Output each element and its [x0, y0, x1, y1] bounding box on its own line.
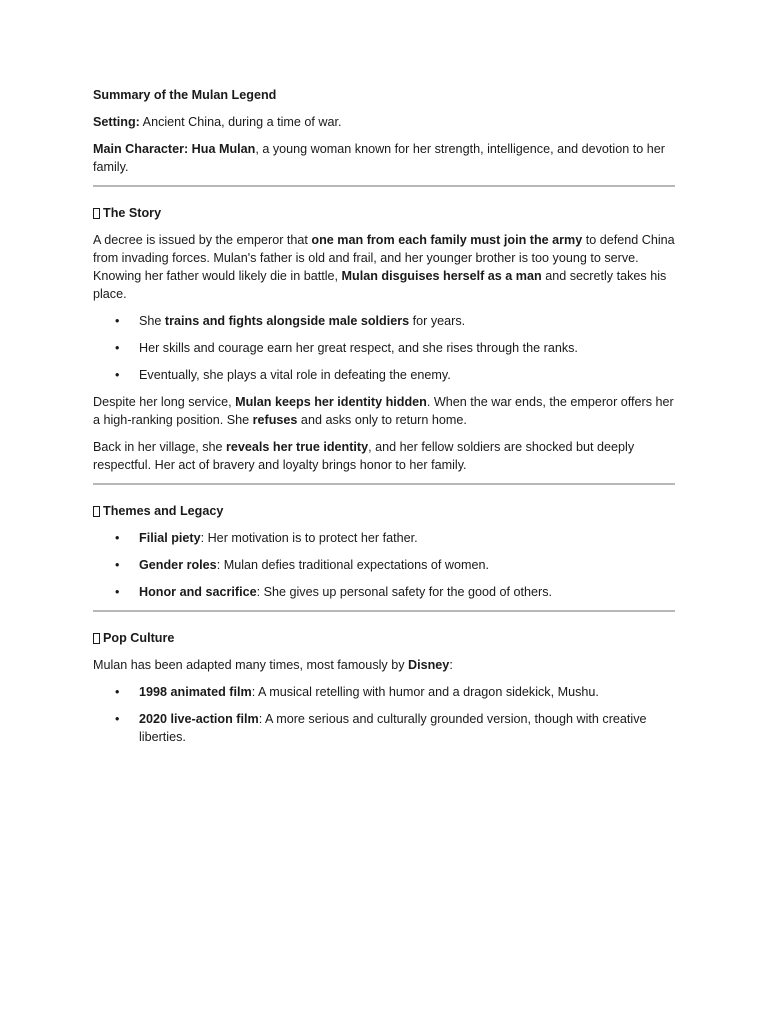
bold-run: Disney	[408, 658, 450, 672]
bold-run: Honor and sacrifice	[139, 585, 257, 599]
text-run: to defend China from invading forces. Mulan's father is old and frail, and her younger brother is too young to serve. Knowing her father would likely die in battle,	[93, 233, 675, 283]
bold-run: 2020 live-action film	[139, 712, 259, 726]
bold-run: Filial piety	[139, 531, 201, 545]
text-run: and asks only to return home.	[297, 413, 467, 427]
text-run: Eventually, she plays a vital role in defeating the enemy.	[139, 368, 451, 382]
text-run: Despite her long service,	[93, 395, 236, 409]
section-heading-text: Themes and Legacy	[103, 504, 224, 518]
missing-glyph-icon	[93, 633, 100, 644]
themes-bullet-list	[93, 529, 675, 601]
section-heading-text: Pop Culture	[103, 631, 175, 645]
text-run: :	[449, 658, 453, 672]
text-run: for years.	[409, 314, 466, 328]
text-run: A decree is issued by the emperor that	[93, 233, 312, 247]
bold-run: Mulan keeps her identity hidden	[235, 395, 427, 409]
story-paragraph-3	[93, 438, 675, 474]
bold-run: one man from each family must join the army	[311, 233, 583, 247]
pop-intro-paragraph	[93, 656, 675, 674]
divider	[93, 483, 675, 485]
list-item	[93, 312, 675, 330]
text-run: and secretly takes his place.	[93, 269, 667, 301]
text-run: : Her motivation is to protect her father.	[200, 531, 418, 545]
list-item	[93, 583, 675, 601]
bold-run: trains and fights alongside male soldiers	[164, 314, 410, 328]
section-heading-themes	[93, 502, 675, 520]
missing-glyph-icon	[93, 208, 100, 219]
missing-glyph-icon	[93, 506, 100, 517]
text-run: Her skills and courage earn her great respect, and she rises through the ranks.	[139, 341, 578, 355]
list-item	[93, 339, 675, 357]
story-paragraph-1	[93, 231, 675, 303]
main-character-text: , a young woman known for her strength, intelligence, and devotion to her family.	[93, 142, 665, 174]
section-heading-text: The Story	[103, 206, 162, 220]
text-run: Mulan has been adapted many times, most famously by	[93, 658, 409, 672]
text-run: : She gives up personal safety for the good of others.	[256, 585, 553, 599]
bold-run: Gender roles	[139, 558, 217, 572]
document-page	[93, 86, 675, 755]
divider	[93, 185, 675, 187]
list-item	[93, 710, 675, 746]
main-character-paragraph	[93, 140, 675, 176]
divider	[93, 610, 675, 612]
story-bullet-list	[93, 312, 675, 384]
bold-run: Mulan disguises herself as a man	[341, 269, 542, 283]
bold-run: refuses	[252, 413, 298, 427]
text-run: : A more serious and culturally grounded version, though with creative liberties.	[139, 712, 647, 744]
main-character-label: Main Character: Hua Mulan	[93, 142, 256, 156]
text-run: , and her fellow soldiers are shocked but deeply respectful. Her act of bravery and loyalty brings honor to her family.	[93, 440, 635, 472]
text-run: : Mulan defies traditional expectations of women.	[216, 558, 490, 572]
text-run: . When the war ends, the emperor offers her a high-ranking position. She	[93, 395, 674, 427]
text-run: She	[139, 314, 165, 328]
section-heading-pop-culture	[93, 629, 675, 647]
pop-bullet-list	[93, 683, 675, 746]
list-item	[93, 683, 675, 701]
list-item	[93, 366, 675, 384]
list-item	[93, 529, 675, 547]
setting-label: Setting:	[93, 115, 140, 129]
setting-text: Ancient China, during a time of war.	[139, 115, 342, 129]
bold-run: reveals her true identity	[226, 440, 369, 454]
document-title: Summary of the Mulan Legend	[93, 88, 277, 102]
list-item	[93, 556, 675, 574]
bold-run: 1998 animated film	[139, 685, 252, 699]
section-heading-story	[93, 204, 675, 222]
text-run: Back in her village, she	[93, 440, 227, 454]
text-run: : A musical retelling with humor and a dragon sidekick, Mushu.	[251, 685, 599, 699]
story-paragraph-2	[93, 393, 675, 429]
setting-paragraph	[93, 113, 675, 131]
